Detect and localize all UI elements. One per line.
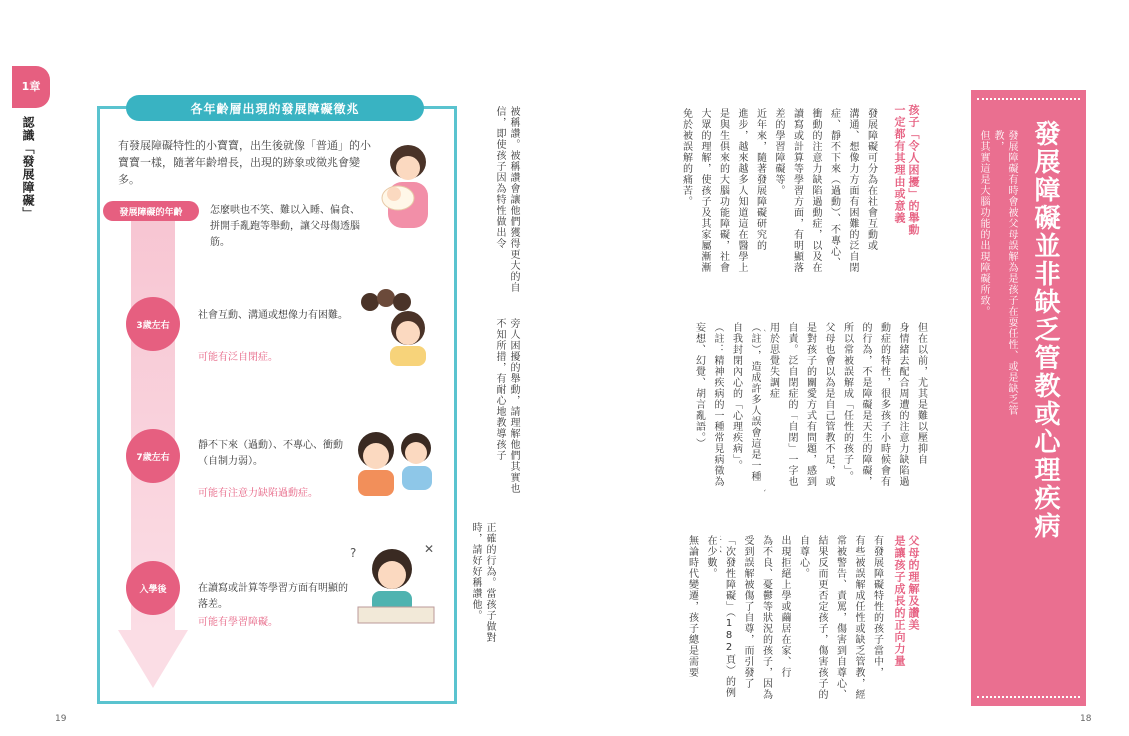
text-column: 自責。泛自閉症的「自閉」一字也 bbox=[786, 322, 797, 487]
studying-child-illustration bbox=[340, 535, 440, 630]
svg-text:✕: ✕ bbox=[424, 542, 435, 556]
svg-text:?: ? bbox=[350, 546, 357, 560]
text-column: （註：精神疾病的一種常見病徵為 bbox=[712, 322, 723, 487]
subtitle-line: 發展障礙有時會被父母誤解為是孩子在耍任性、或是缺乏管教， bbox=[992, 130, 1017, 416]
section1-body-top bbox=[640, 108, 880, 313]
stage-description: 社會互動、溝通或想像力有困難。 bbox=[198, 310, 348, 321]
heading-line: 孩子「令人困擾」的舉動 bbox=[907, 104, 920, 236]
chapter-title: 認識「發展障礙」 bbox=[21, 116, 35, 220]
text-column: 大眾的理解，使孩子及其家屬漸漸 bbox=[699, 108, 710, 273]
page-number: 18 bbox=[1080, 714, 1092, 724]
text-column: 結果反而更否定孩子，傷害孩子的 bbox=[816, 535, 827, 700]
child-playing-illustration bbox=[350, 280, 440, 370]
infant-stage-description: 怎麼哄也不笑、難以入睡、偏食、拼開手亂跑等舉動，讓父母傷透腦筋。 bbox=[210, 205, 360, 248]
text-column: 用於思覺失調症 bbox=[767, 322, 779, 399]
text-column: 受到誤解被傷了自尊，而引發了 bbox=[742, 535, 753, 689]
text-column: 父母也會以為是自己管教不足，或 bbox=[823, 322, 834, 487]
text-column: 「次發性障礙」（182頁）的例 bbox=[723, 535, 735, 698]
text-column: 症、靜不下來（過動）、不專心、 bbox=[828, 108, 840, 268]
text-column: 自我封閉內心的「心理疾病」。 bbox=[730, 322, 742, 471]
text-column: 免於被誤解的痛苦。 bbox=[680, 108, 692, 207]
text-column: 但在以前，尤其是難以壓抑自 bbox=[915, 322, 927, 465]
section1-body-bottom bbox=[690, 322, 930, 497]
text-column: 進步，越來越多人知道這在醫學上 bbox=[736, 108, 747, 273]
text-column: 出現拒絕上學或繭居在家、行 bbox=[779, 535, 790, 678]
text-column: 溝通、想像力方面有困難的泛自閉 bbox=[847, 108, 858, 273]
heading-line: 是讓孩子成長的正向力量 bbox=[893, 535, 906, 667]
stage-diagnosis-note: 可能有注意力缺陷過動症。 bbox=[198, 488, 318, 499]
text-column: 讀寫或計算等學習方面，有明顯落 bbox=[791, 108, 803, 273]
dotted-border bbox=[977, 98, 1080, 100]
text-column: 差的學習障礙等。 bbox=[773, 108, 784, 196]
mother-baby-illustration bbox=[368, 140, 438, 230]
stage-diagnosis-note: 可能有泛自閉症。 bbox=[198, 352, 278, 363]
restless-children-illustration bbox=[346, 420, 441, 500]
page-number: 19 bbox=[55, 714, 67, 724]
heading-line: 一定都有其理由或意義 bbox=[893, 104, 906, 224]
chapter-number: 1章 bbox=[21, 80, 41, 93]
text-column: 妄想、幻覺、胡言亂語。） bbox=[693, 322, 705, 449]
text-column: 有些被誤解成任性或缺乏管教，經 bbox=[853, 535, 864, 700]
chapter-tab bbox=[12, 66, 50, 108]
timeline-start-label: 發展障礙的年齡 bbox=[103, 201, 199, 221]
page-title: 發展障礙並非缺乏管教或心理疾病 bbox=[1030, 120, 1060, 540]
heading-line: 父母的理解及讚美 bbox=[907, 535, 920, 631]
subtitle-line: 但其實這是大腦功能的出現障礙所致。 bbox=[978, 130, 989, 317]
text-column: 旁人困擾的舉動，請理解他們其實也不知所措，有耐心地教導孩子 bbox=[494, 318, 519, 494]
section-heading bbox=[886, 104, 920, 284]
text-column: 所以常被誤解成「任性的孩子」。 bbox=[841, 322, 853, 482]
text-column: 近年來，隨著發展障礙研究的 bbox=[754, 108, 766, 251]
stage-age-badge: 7歲左右 bbox=[126, 429, 180, 483]
text-column: 被稱讚。被稱讚會讓他們獲得更大的自信，即使孩子因為特性做出令 bbox=[494, 106, 519, 293]
text-column: 衝動的注意力缺陷過動症，以及在 bbox=[810, 108, 821, 273]
text-column: 自尊心。 bbox=[797, 535, 809, 579]
stage-diagnosis-note: 可能有學習障礙。 bbox=[198, 617, 278, 628]
section2-body bbox=[686, 535, 886, 705]
stage-description: 靜不下來（過動）、不專心、衝動（自制力弱）。 bbox=[198, 440, 343, 467]
text-column: 在少數。 bbox=[705, 535, 716, 579]
text-column: 發展障礙可分為在社會互動或 bbox=[865, 108, 877, 251]
page-subtitle bbox=[978, 130, 1018, 430]
text-column: 是對孩子的關愛方式有問題，感到 bbox=[804, 322, 816, 487]
infographic-header: 各年齡層出現的發展障礙徵兆 bbox=[126, 95, 424, 121]
dotted-border bbox=[977, 696, 1080, 698]
text-column: 有發展障礙特性的孩子當中， bbox=[871, 535, 883, 678]
infographic-intro: 有發展障礙特性的小寶寶，出生後就像「普通」的小寶寶一樣，隨著年齡增長，出現的跡象或徵兆會變多。 bbox=[118, 139, 371, 186]
text-column: 動症的特性，很多孩子小時候會有 bbox=[878, 322, 890, 487]
section-heading bbox=[886, 535, 920, 705]
text-column: 無論時代變遷，孩子總是需要 bbox=[686, 535, 698, 678]
text-column: 常被警告、責罵，傷害到自尊心、 bbox=[834, 535, 846, 700]
text-column: 為不良、憂鬱等狀況的孩子，因為 bbox=[760, 535, 772, 700]
text-column: 是與生俱來的大腦功能障礙，社會 bbox=[717, 108, 729, 273]
text-column: 的行為，不是障礙是天生的障礙， bbox=[860, 322, 871, 487]
stage-age-badge: 入學後 bbox=[126, 561, 180, 615]
stage-age-badge: 3歲左右 bbox=[126, 297, 180, 351]
stage-description: 在讀寫或計算等學習方面有明顯的落差。 bbox=[198, 583, 348, 610]
text-column: （註），造成許多人誤會這是一種 bbox=[749, 322, 760, 482]
text-column: 正確的行為。當孩子做對時，請好好稱讚他。 bbox=[470, 522, 495, 643]
text-column: 身情緒去配合周遭的注意力缺陷過 bbox=[897, 322, 908, 487]
